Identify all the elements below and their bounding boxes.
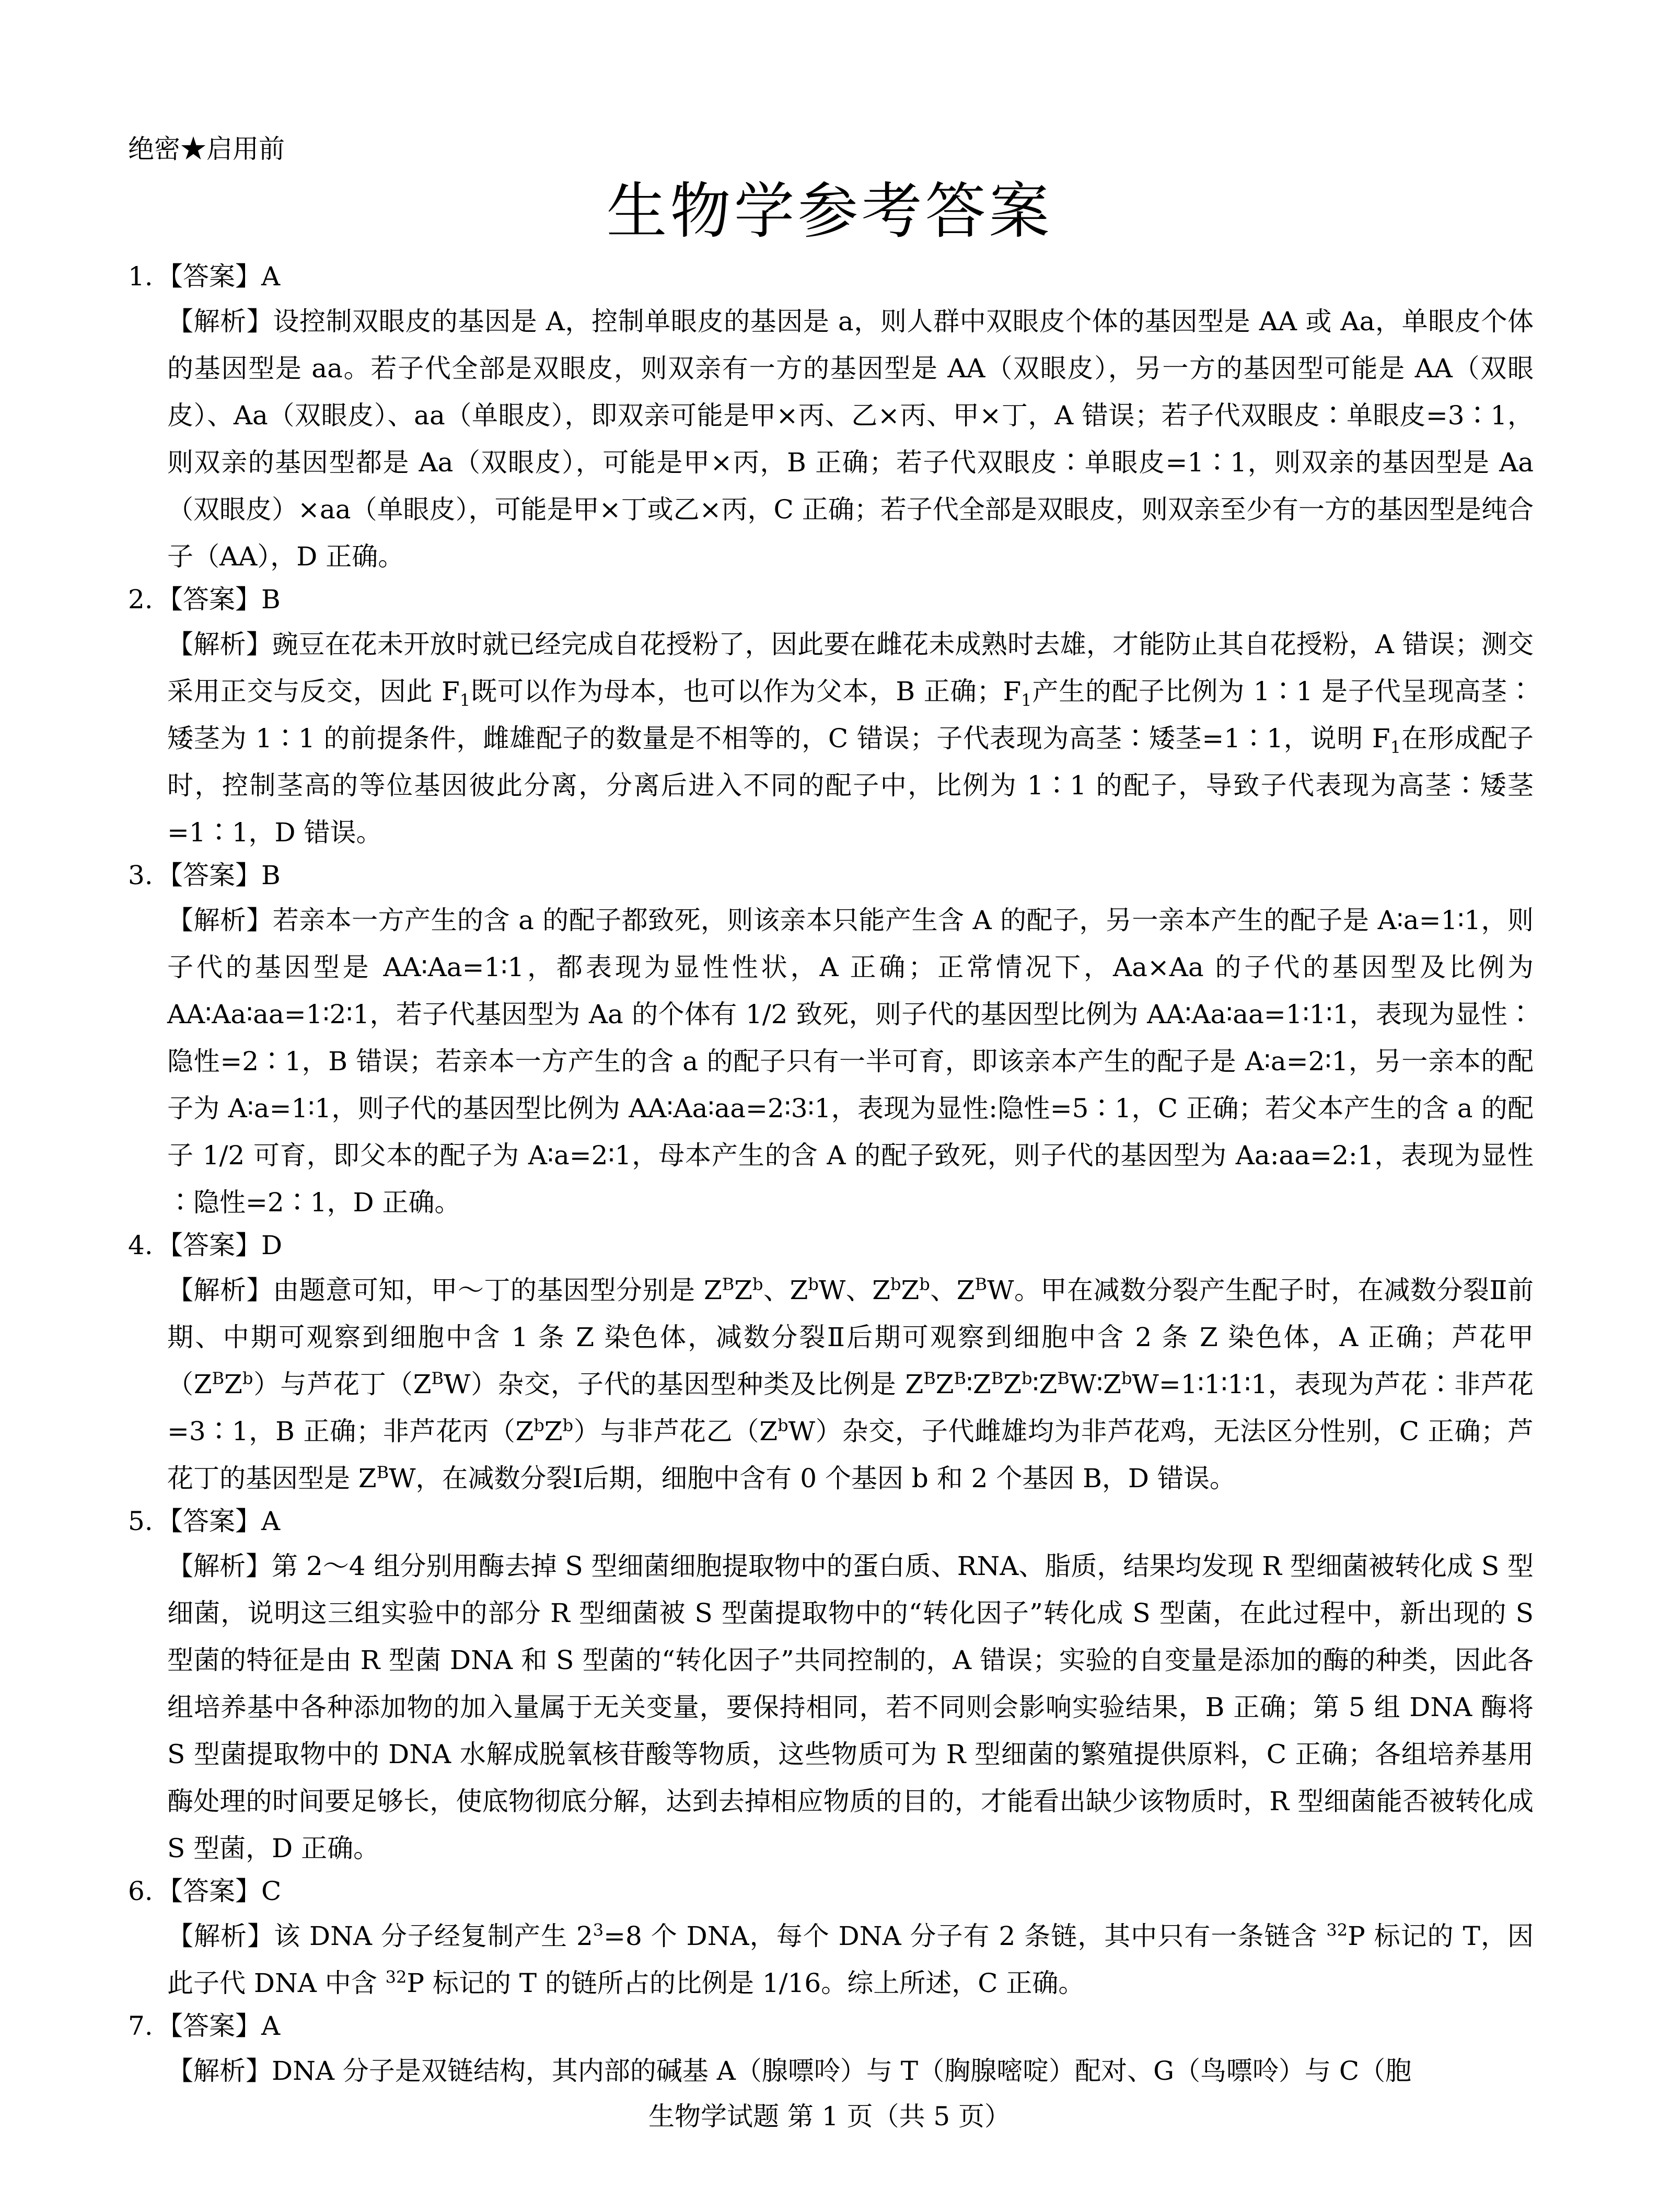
answer-value: D xyxy=(261,1230,283,1260)
answer-label: 【答案】 xyxy=(157,584,261,615)
superscript: B xyxy=(991,1368,1004,1388)
explanation-text: Z xyxy=(935,1369,954,1399)
explanation-text: ∶Z xyxy=(1032,1369,1058,1399)
explanation-text: 、Z xyxy=(763,1275,808,1305)
superscript: 32 xyxy=(385,1967,407,1987)
analysis-label: 【解析】 xyxy=(167,1551,272,1581)
superscript: b xyxy=(1121,1368,1132,1388)
explanation xyxy=(167,1913,1534,2007)
explanation-text: Z xyxy=(224,1369,242,1399)
question-number: 7. xyxy=(128,2011,153,2041)
explanation xyxy=(167,897,1534,1226)
superscript: B xyxy=(212,1368,225,1388)
answer-label: 【答案】 xyxy=(157,1506,261,1536)
explanation-text: W∶Z xyxy=(1069,1369,1121,1399)
question-item xyxy=(128,856,1534,1226)
explanation-text: P 标记的 T 的链所占的比例是 1/16。综上所述，C 正确。 xyxy=(407,1968,1085,1998)
subscript: 1 xyxy=(1390,737,1401,757)
answer-label: 【答案】 xyxy=(157,2011,261,2041)
superscript: B xyxy=(923,1368,936,1388)
question-number: 5. xyxy=(128,1506,153,1536)
answer-value: C xyxy=(261,1876,282,1906)
explanation-text: ）与芦花丁（Z xyxy=(253,1369,432,1399)
explanation-text: W。甲在减数分裂产生配子时，在减数分裂Ⅱ前期、中期可观察到细胞中含 1 条 Z 染色体，减数分裂Ⅱ后期可观察到细胞中含 2 条 Z 染色体，A 正确；芦花甲（Z xyxy=(167,1275,1534,1399)
answer-list xyxy=(128,257,1534,2094)
answer-line xyxy=(128,257,1534,298)
superscript: B xyxy=(974,1274,988,1294)
analysis-label: 【解析】 xyxy=(167,629,273,659)
answer-label: 【答案】 xyxy=(157,261,261,292)
explanation xyxy=(167,1267,1534,1502)
explanation-text: 、Z xyxy=(930,1275,975,1305)
answer-label: 【答案】 xyxy=(157,860,261,890)
superscript: B xyxy=(376,1462,389,1483)
explanation-text: =8 个 DNA，每个 DNA 分子有 2 条链，其中只有一条链含 xyxy=(604,1921,1327,1951)
superscript: b xyxy=(890,1274,901,1294)
subscript: 1 xyxy=(1021,690,1032,710)
answer-line xyxy=(128,1872,1534,1913)
explanation-text: Z xyxy=(544,1416,563,1446)
answer-line xyxy=(128,856,1534,897)
answer-value: A xyxy=(261,1506,281,1536)
analysis-label: 【解析】 xyxy=(167,2056,272,2086)
answer-value: A xyxy=(261,2011,281,2041)
answer-line xyxy=(128,1226,1534,1267)
superscript: b xyxy=(778,1415,788,1435)
explanation xyxy=(167,2047,1534,2094)
question-number: 1. xyxy=(128,261,153,292)
question-item xyxy=(128,1502,1534,1872)
analysis-label: 【解析】 xyxy=(167,905,273,935)
page-footer: 生物学试题 第 1 页（共 5 页） xyxy=(648,2101,1011,2132)
explanation-text: W=1∶1∶1∶1，表现为芦花∶非芦花=3∶1，B 正确；非芦花丙（Z xyxy=(167,1369,1534,1446)
explanation-text: DNA 分子是双链结构，其内部的碱基 A（腺嘌呤）与 T（胸腺嘧啶）配对、G（鸟嘌呤）与 C（胞 xyxy=(272,2056,1412,2086)
superscript: b xyxy=(562,1415,574,1435)
explanation-text: W）杂交，子代雌雄均为非芦花鸡，无法区分性别，C 正确；芦花丁的基因型是 Z xyxy=(167,1416,1534,1493)
explanation-text: P 标记的 T，因此子代 DNA 中含 xyxy=(167,1921,1534,1998)
question-item xyxy=(128,1872,1534,2007)
explanation-text: W）杂交，子代的基因型种类及比例是 Z xyxy=(443,1369,924,1399)
explanation-text: 由题意可知，甲～丁的基因型分别是 Z xyxy=(273,1275,722,1305)
answer-value: B xyxy=(261,860,281,890)
explanation-text: 设控制双眼皮的基因是 A，控制单眼皮的基因是 a，则人群中双眼皮个体的基因型是 AA 或 Aa，单眼皮个体的基因型是 aa。若子代全部是双眼皮，则双亲有一方的基因型是 AA（双眼皮），另一方的基因型可能是 AA（双眼皮）、Aa（双眼皮）、aa（单眼皮），即双亲可能是甲×丙、乙×丙、甲×丁，A 错误；若子代双眼皮∶单眼皮=3∶1，则双亲的基因型都是 Aa（双眼皮），可能是甲×丙，B 正确；若子代双眼皮∶单眼皮=1∶1，则双亲的基因型是 Aa（双眼皮）×aa（单眼皮），可能是甲×丁或乙×丙，C 正确；若子代全部是双眼皮，则双亲至少有一方的基因型是纯合子（AA），D 正确。 xyxy=(167,306,1534,572)
answer-value: B xyxy=(261,584,281,615)
question-number: 3. xyxy=(128,860,153,890)
question-item xyxy=(128,2007,1534,2094)
secret-label: 绝密★启用前 xyxy=(128,134,285,164)
superscript: B xyxy=(954,1368,966,1388)
explanation-text: 若亲本一方产生的含 a 的配子都致死，则该亲本只能产生含 A 的配子，另一亲本产生的配子是 A∶a=1∶1，则子代的基因型是 AA∶Aa=1∶1，都表现为显性性状，A 正确；正常情况下，Aa×Aa 的子代的基因型及比例为 AA∶Aa∶aa=1∶2∶1，若子代基因型为 Aa 的个体有 1/2 致死，则子代的基因型比例为 AA∶Aa∶aa=1∶1∶1，表现为显性∶隐性=2∶1，B 错误；若亲本一方产生的含 a 的配子只有一半可育，即该亲本产生的配子是 A∶a=2∶1，另一亲本的配子为 A∶a=1∶1，则子代的基因型比例为 AA∶Aa∶aa=2∶3∶1，表现为显性:隐性=5∶1，C 正确；若父本产生的含 a 的配子 1/2 可育，即父本的配子为 A∶a=2∶1，母本产生的含 A 的配子致死，则子代的基因型为 Aa:aa=2:1，表现为显性∶隐性=2∶1，D 正确。 xyxy=(167,905,1534,1218)
answer-line xyxy=(128,580,1534,621)
analysis-label: 【解析】 xyxy=(167,1921,274,1951)
answer-line xyxy=(128,2007,1534,2047)
explanation-text: 产生的配子比例为 1∶1 是子代呈现高茎∶矮茎为 1∶1 的前提条件，雌雄配子的数量是不相等的，C 错误；子代表现为高茎∶矮茎=1∶1，说明 F xyxy=(167,676,1534,754)
question-item xyxy=(128,1226,1534,1502)
explanation-text: 既可以作为母本，也可以作为父本，B 正确；F xyxy=(470,676,1022,707)
analysis-label: 【解析】 xyxy=(167,1275,273,1305)
question-number: 4. xyxy=(128,1230,153,1260)
superscript: 3 xyxy=(593,1920,604,1940)
analysis-label: 【解析】 xyxy=(167,306,273,337)
explanation-text: 第 2～4 组分别用酶去掉 S 型细菌细胞提取物中的蛋白质、RNA、脂质，结果均发现 R 型细菌被转化成 S 型细菌，说明这三组实验中的部分 R 型细菌被 S 型菌提取物中的“转化因子”转化成 S 型菌，在此过程中，新出现的 S 型菌的特征是由 R 型菌 DNA 和 S 型菌的“转化因子”共同控制的，A 错误；实验的自变量是添加的酶的种类，因此各组培养基中各种添加物的加入量属于无关变量，要保持相同，若不同则会影响实验结果，B 正确；第 5 组 DNA 酶将 S 型菌提取物中的 DNA 水解成脱氧核苷酸等物质，这些物质可为 R 型细菌的繁殖提供原料，C 正确；各组培养基用酶处理的时间要足够长，使底物彻底分解，达到去掉相应物质的目的，才能看出缺少该物质时，R 型细菌能否被转化成 S 型菌，D 正确。 xyxy=(167,1551,1534,1863)
answer-value: A xyxy=(261,261,281,292)
subscript: 1 xyxy=(459,690,471,710)
explanation-text: 豌豆在花未开放时就已经完成自花授粉了，因此要在雌花未成熟时去雄，才能防止其自花授粉，A 错误；测交采用正交与反交，因此 F xyxy=(167,629,1534,707)
question-number: 2. xyxy=(128,584,153,615)
explanation-text: W，在减数分裂Ⅰ后期，细胞中含有 0 个基因 b 和 2 个基因 B，D 错误。 xyxy=(389,1463,1236,1493)
explanation xyxy=(167,1543,1534,1872)
explanation-text: Z xyxy=(1003,1369,1022,1399)
explanation-text: 该 DNA 分子经复制产生 2 xyxy=(274,1921,593,1951)
answer-label: 【答案】 xyxy=(157,1230,261,1260)
explanation-text: ）与非芦花乙（Z xyxy=(573,1416,778,1446)
superscript: B xyxy=(431,1368,444,1388)
explanation-text: Z xyxy=(901,1275,920,1305)
superscript: b xyxy=(533,1415,544,1435)
superscript: b xyxy=(242,1368,253,1388)
question-item xyxy=(128,580,1534,856)
question-item xyxy=(128,257,1534,580)
page-title: 生物学参考答案 xyxy=(606,176,1053,247)
explanation-text: ∶Z xyxy=(966,1369,991,1399)
answer-label: 【答案】 xyxy=(157,1876,261,1906)
superscript: B xyxy=(722,1274,735,1294)
explanation xyxy=(167,298,1534,580)
superscript: b xyxy=(919,1274,930,1294)
superscript: b xyxy=(752,1274,763,1294)
explanation-text: 在形成配子时，控制茎高的等位基因彼此分离，分离后进入不同的配子中，比例为 1∶1 的配子，导致子代表现为高茎∶矮茎=1∶1，D 错误。 xyxy=(167,723,1534,848)
explanation xyxy=(167,621,1534,856)
explanation-text: Z xyxy=(734,1275,753,1305)
question-number: 6. xyxy=(128,1876,153,1906)
explanation-text: W、Z xyxy=(818,1275,891,1305)
answer-line xyxy=(128,1502,1534,1543)
superscript: b xyxy=(808,1274,819,1294)
superscript: b xyxy=(1022,1368,1032,1388)
superscript: 32 xyxy=(1326,1920,1348,1940)
superscript: B xyxy=(1057,1368,1070,1388)
